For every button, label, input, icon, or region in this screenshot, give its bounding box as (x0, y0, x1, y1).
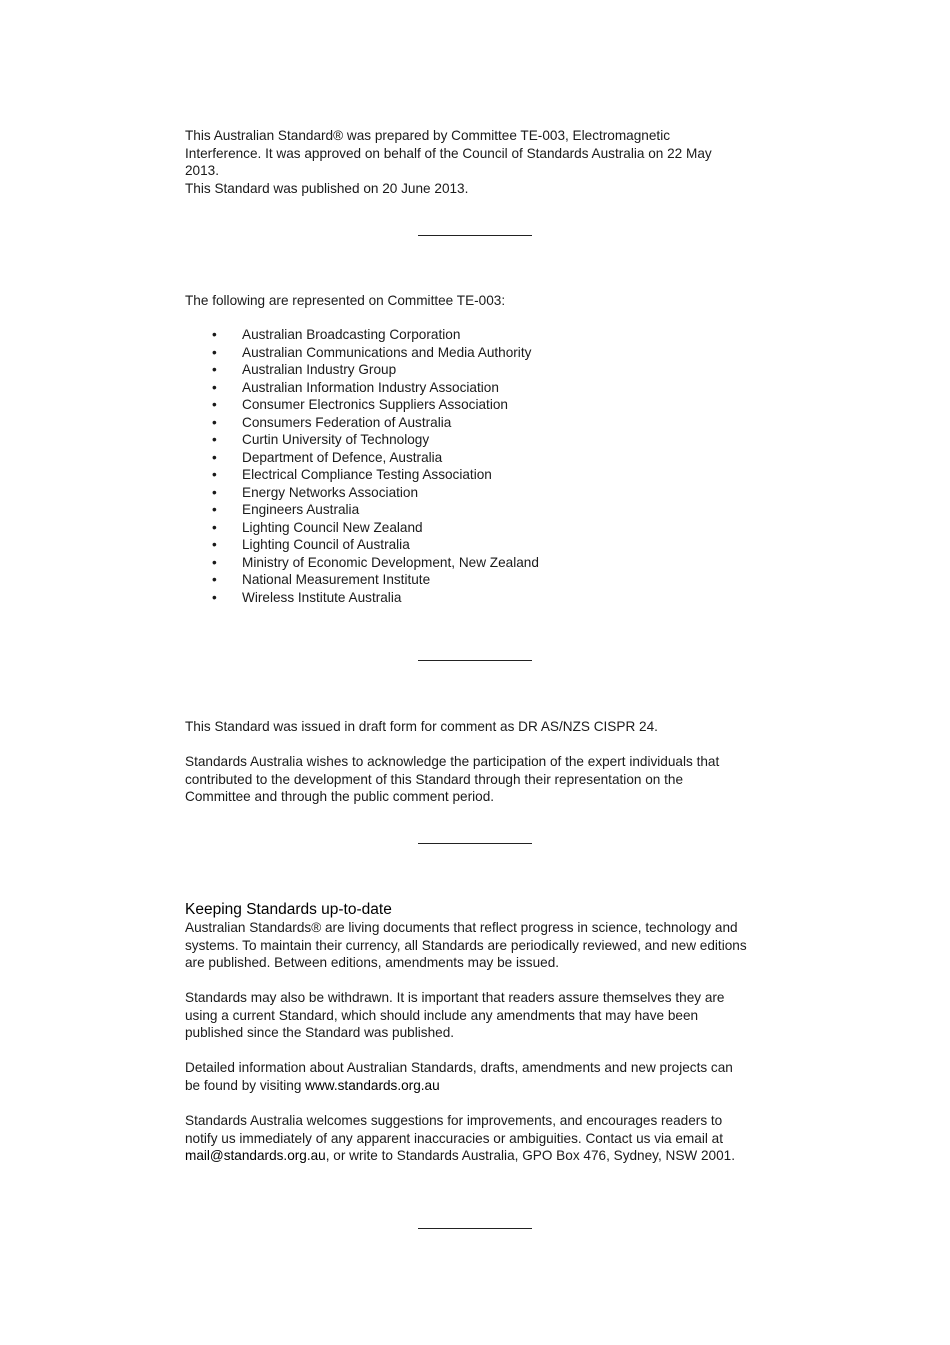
list-item: • Department of Defence, Australia (185, 449, 539, 467)
list-item: • Curtin University of Technology (185, 431, 539, 449)
paragraph-line: using a current Standard, which should include any amendments that may have been (185, 1007, 699, 1023)
withdrawn-paragraph (185, 989, 775, 1042)
publication-date-line: This Standard was published on 20 June 2013. (185, 180, 469, 196)
paragraph-text: , or write to Standards Australia, GPO Box 476, Sydney, NSW 2001. (325, 1148, 736, 1163)
approval-statement (185, 127, 775, 197)
paragraph-text: be found by visiting (185, 1077, 306, 1093)
list-item: • Lighting Council New Zealand (185, 519, 539, 537)
section-divider (418, 1228, 532, 1229)
paragraph-line: Standards Australia welcomes suggestions for improvements, and encourages readers to (185, 1113, 723, 1128)
acknowledgement-paragraph (185, 753, 775, 806)
paragraph-line: Australian Standards® are living documents that reflect progress in science, technology and (185, 920, 738, 935)
section-divider (418, 843, 532, 844)
email-link[interactable]: mail@standards.org.au (185, 1148, 326, 1163)
list-item: • Electrical Compliance Testing Association (185, 466, 539, 484)
acknowledgement-line: Standards Australia wishes to acknowledge the participation of the expert individuals that (185, 754, 720, 769)
list-item: • Australian Industry Group (185, 361, 539, 379)
info-paragraph (185, 1059, 775, 1094)
approval-line: 2013. (185, 163, 220, 178)
approval-line: This Australian Standard® was prepared by Committee TE-003, Electromagnetic (185, 128, 671, 143)
acknowledgement-line: Committee and through the public comment period. (185, 789, 495, 804)
paragraph-line (185, 1147, 775, 1165)
section-divider (418, 660, 532, 661)
paragraph-line: published since the Standard was published. (185, 1025, 455, 1040)
paragraph-line: notify us immediately of any apparent inaccuracies or ambiguities. Contact us via email at (185, 1130, 723, 1146)
list-item: • Consumers Federation of Australia (185, 414, 539, 432)
section-heading: Keeping Standards up-to-date (185, 901, 392, 918)
list-item: • Wireless Institute Australia (185, 589, 539, 607)
paragraph-line: systems. To maintain their currency, all Standards are periodically reviewed, and new editions (185, 937, 747, 953)
list-item: • Australian Information Industry Association (185, 379, 539, 397)
list-item: • Engineers Australia (185, 501, 539, 519)
contact-paragraph (185, 1112, 775, 1165)
approval-line: Interference. It was approved on behalf of the Council of Standards Australia on 22 May (185, 145, 712, 161)
paragraph-line (185, 1077, 775, 1095)
draft-issued-text: This Standard was issued in draft form for comment as DR AS/NZS CISPR 24. (185, 719, 658, 734)
list-item: • Consumer Electronics Suppliers Association (185, 396, 539, 414)
list-item: • National Measurement Institute (185, 571, 539, 589)
committee-member-list (185, 326, 539, 606)
list-item: • Lighting Council of Australia (185, 536, 539, 554)
paragraph-line: are published. Between editions, amendments may be issued. (185, 955, 560, 970)
uptodate-section (185, 900, 775, 972)
paragraph-line: Detailed information about Australian Standards, drafts, amendments and new projects can (185, 1060, 733, 1075)
section-divider (418, 235, 532, 236)
draft-statement (185, 718, 775, 736)
committee-intro (185, 292, 775, 310)
paragraph-line: Standards may also be withdrawn. It is important that readers assure themselves they are (185, 990, 725, 1005)
website-link[interactable]: www.standards.org.au (305, 1077, 440, 1093)
committee-intro-text: The following are represented on Committee TE-003: (185, 293, 506, 308)
acknowledgement-line: contributed to the development of this Standard through their representation on the (185, 771, 684, 787)
list-item: • Australian Communications and Media Authority (185, 344, 539, 362)
list-item: • Australian Broadcasting Corporation (185, 326, 539, 344)
list-item: • Energy Networks Association (185, 484, 539, 502)
list-item: • Ministry of Economic Development, New Zealand (185, 554, 539, 572)
